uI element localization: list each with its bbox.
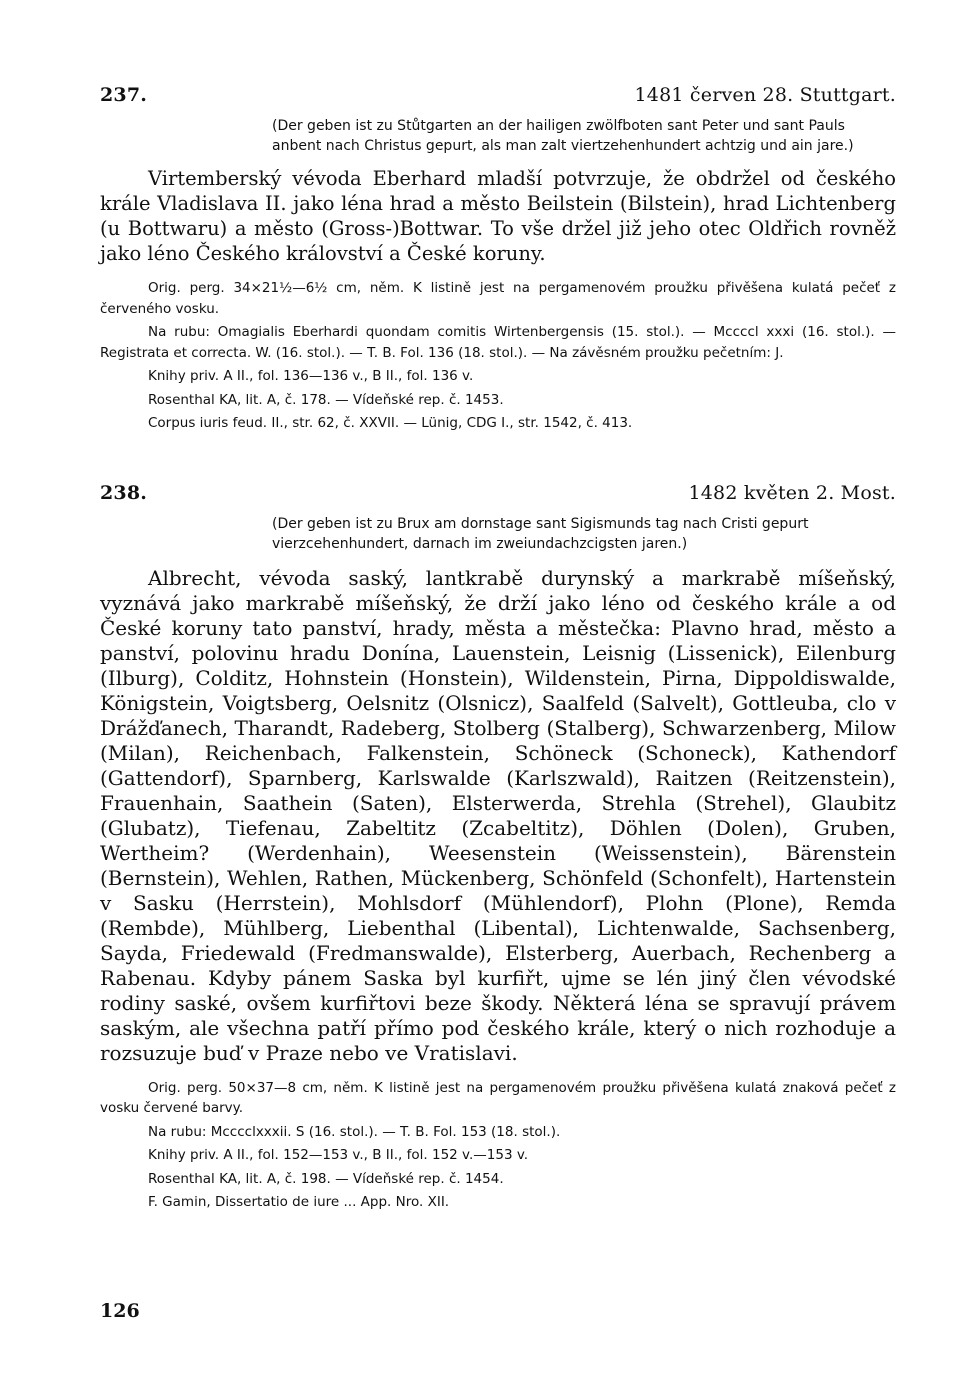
- note-books: Knihy priv. A II., fol. 136—136 v., B II., fol. 136 v.: [148, 368, 474, 384]
- entry-number: 237.: [100, 84, 148, 106]
- regest-text: Albrecht, vévoda saský, lantkrabě durynský a markrabě míšeňský, vyznává jako markrabě míšeňský, že drží jako léno od českého krále a od České koruny tato panství, hrady, města a městečka: Plavno hrad, město a panství, polovinu hradu Donína, Lauenstein, Leisnig (Lissenick), Eilenburg (Ilburg), Colditz, Hohnstein (Honstein), Wildenstein, Pirna, Dippoldiswalde, Königstein, Voigtsberg, Oelsnitz (Olsnicz), Saalfeld (Salvelt), Gottleuba, clo v Drážďanech, Tharandt, Radeberg, Stolberg (Stalberg), Schwarzenberg, Milow (Milan), Reichenbach, Falkenstein, Schöneck (Schoneck), Kathendorf (Gattendorf), Sparnberg, Karlswalde (Karlszwald), Raitzen (Reitzenstein), Frauenhain, Saathein (Saten), Elsterwerda, Strehla (Strehel), Glaubitz (Glubatz), Tiefenau, Zabeltitz (Zcabeltitz), Döhlen (Dolen), Gruben, Wertheim? (Werdenhain), Weesenstein (Weissenstein), Bärenstein (Bernstein), Wehlen, Rathen, Mückenberg, Schönfeld (Schonfelt), Hartenstein v Sasku (Herrstein), Mohlsdorf (Mühlendorf), Plohn (Plone), Remda (Rembde), Mühlberg, Liebenthal (Libental), Lichtenwalde, Sachsenberg, Sayda, Friedewald (Fredmanswalde), Elsterberg, Auerbach, Rechenberg a Rabenau. Kdyby pánem Saska byl kurfiřt, ujme se lén jiný člen vévodské rodiny saské, ovšem kurfiřtovi beze škody. Některá léna se spravují právem saským, ale všechna patří přímo pod českého krále, který o nich rozhoduje a rozsuzuje buď v Praze nebo ve Vratislavi.: [100, 565, 896, 1065]
- note-literature: F. Gamin, Dissertatio de iure ... App. Nro. XII.: [148, 1194, 450, 1210]
- entry-date: 1482 květen 2. Most.: [688, 481, 896, 504]
- note-original: Orig. perg. 50×37—8 cm, něm. K listině jest na pergamenovém proužku přivěšena kulatá znaková pečeť z vosku červené barvy.: [100, 1079, 896, 1116]
- note-literature: Corpus iuris feud. II., str. 62, č. XXVII. — Lünig, CDG I., str. 1542, č. 413.: [148, 415, 633, 431]
- entry-header: [100, 482, 896, 504]
- regest-text: Virtemberský vévoda Eberhard mladší potvrzuje, že obdržel od českého krále Vladislava II. jako léna hrad a město Beilstein (Bilstein), hrad Lichtenberg (u Bottwaru) a město (Gross-)Bottwar. To vše držel již jeho otec Oldřich rovněž jako léno Českého království a České koruny.: [100, 167, 896, 265]
- note-rosenthal: Rosenthal KA, lit. A, č. 178. — Vídeňské rep. č. 1453.: [148, 391, 504, 408]
- note-verso: Na rubu: Mcccclxxxii. S (16. stol.). — T. B. Fol. 153 (18. stol.).: [148, 1123, 561, 1140]
- note-verso: Na rubu: Omagialis Eberhardi quondam comitis Wirtenbergensis (15. stol.). — Mccccl xxxi (16. stol.). — Registrata et correcta. W. (16. stol.). — T. B. Fol. 136 (18. stol.). — Na závěsném proužku pečetním: J.: [100, 324, 896, 361]
- note-books: Knihy priv. A II., fol. 152—153 v., B II., fol. 152 v.—153 v.: [148, 1147, 529, 1163]
- entry-date: 1481 červen 28. Stuttgart.: [634, 84, 896, 106]
- entry-number: 238.: [100, 481, 148, 504]
- note-rosenthal: Rosenthal KA, lit. A, č. 198. — Vídeňské rep. č. 1454.: [148, 1170, 504, 1187]
- dating-clause: (Der geben ist zu Stůtgarten an der hailigen zwölfboten sant Peter und sant Pauls anbent nach Christus gepurt, als man zalt viertzehenhundert achtzig und ain jare.): [272, 118, 854, 154]
- entry-header: [100, 84, 896, 106]
- archival-notes: [100, 1078, 896, 1213]
- note-original: Orig. perg. 34×21½—6½ cm, něm. K listině jest na pergamenovém proužku přivěšena kulatá pečeť z červeného vosku.: [100, 280, 896, 317]
- entry-238: [100, 482, 896, 1213]
- document-page: [100, 84, 896, 1216]
- dating-clause: (Der geben ist zu Brux am dornstage sant Sigismunds tag nach Cristi gepurt vierzcehenhundert, darnach im zweiundachzcigsten jaren.): [272, 515, 809, 552]
- entry-237: [100, 84, 896, 434]
- archival-notes: [100, 278, 896, 434]
- page-number: 126: [100, 1300, 140, 1322]
